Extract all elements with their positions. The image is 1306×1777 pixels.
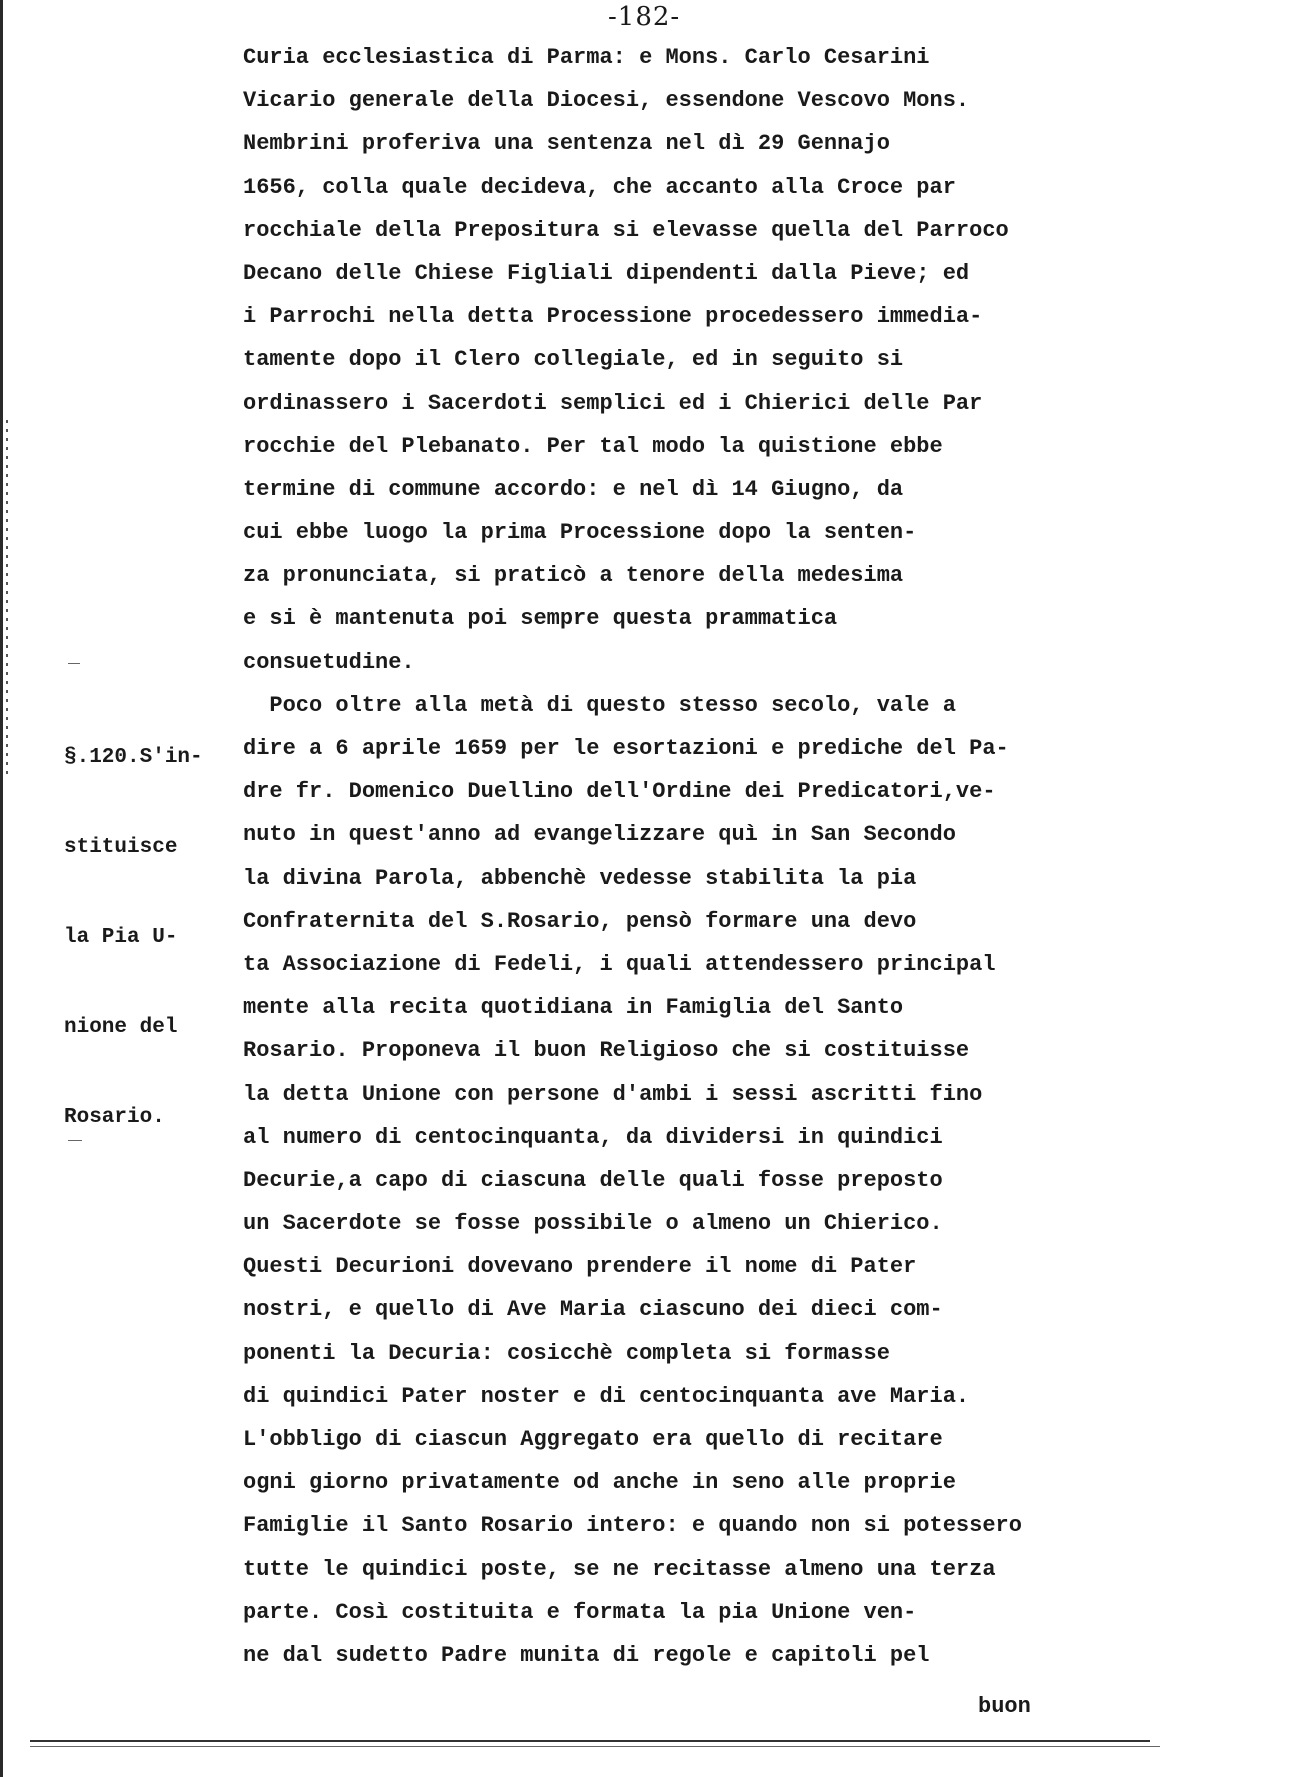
text-line: rocchiale della Prepositura si elevasse quella del Parroco (243, 217, 1009, 243)
text-line: consuetudine. (243, 649, 415, 675)
text-line: nostri, e quello di Ave Maria ciascuno dei dieci com- (243, 1297, 943, 1323)
text-line: L'obbligo di ciascun Aggregato era quello di recitare (243, 1427, 943, 1452)
text-line: ta Associazione di Fedeli, i quali attendessero principal (243, 951, 996, 977)
text-line: e si è mantenuta poi sempre questa prammatica (243, 606, 838, 632)
margin-note-line: la Pia U- (64, 926, 178, 949)
catchword: buon (978, 1694, 1031, 1719)
margin-note-line: Rosario. (64, 1106, 165, 1129)
text-line: Nembrini proferiva una sentenza nel dì 29 Gennajo (243, 131, 890, 157)
margin-note-line: stituisce (64, 836, 178, 859)
text-line: la divina Parola, abbenchè vedesse stabilita la pia (243, 865, 917, 891)
text-line: nuto in quest'anno ad evangelizzare quì in San Secondo (243, 822, 956, 848)
text-line: ordinassero i Sacerdoti semplici ed i Chierici delle Par (243, 390, 983, 416)
text-line: tamente dopo il Clero collegiale, ed in seguito si (243, 347, 904, 373)
text-line: Curia ecclesiastica di Parma: e Mons. Carlo Cesarini (243, 45, 930, 70)
text-line: Confraternita del S.Rosario, pensò formare una devo (243, 908, 917, 934)
margin-tick (68, 663, 80, 664)
text-line: Poco oltre alla metà di questo stesso secolo, vale a (243, 692, 956, 718)
text-line: 1656, colla quale decideva, che accanto alla Croce par (243, 174, 956, 200)
scan-left-border (0, 0, 3, 1777)
text-line: za pronunciata, si praticò a tenore della medesima (243, 563, 904, 589)
text-line: un Sacerdote se fosse possibile o almeno un Chierico. (243, 1211, 943, 1237)
text-line: cui ebbe luogo la prima Processione dopo la senten- (243, 520, 917, 546)
text-line: ponenti la Decuria: cosicchè completa si formasse (243, 1340, 890, 1366)
text-line: Vicario generale della Diocesi, essendone Vescovo Mons. (243, 88, 970, 114)
text-line: Famiglie il Santo Rosario intero: e quando non si potessero (243, 1513, 1022, 1539)
text-line: al numero di centocinquanta, da dividersi in quindici (243, 1124, 943, 1150)
text-line: mente alla recita quotidiana in Famiglia del Santo (243, 995, 904, 1021)
text-line: Questi Decurioni dovevano prendere il nome di Pater (243, 1254, 917, 1280)
text-line: la detta Unione con persone d'ambi i sessi ascritti fino (243, 1081, 983, 1107)
bottom-rule (30, 1740, 1150, 1742)
text-line: dire a 6 aprile 1659 per le esortazioni e prediche del Pa- (243, 736, 1009, 761)
bottom-rule (30, 1746, 1160, 1747)
body-text (243, 36, 1143, 1677)
margin-note (64, 683, 203, 1163)
text-line: dre fr. Domenico Duellino dell'Ordine dei Predicatori,ve- (243, 779, 996, 805)
scan-edge-marks (6, 420, 8, 780)
margin-note-line: nione del (64, 1016, 178, 1039)
text-line: rocchie del Plebanato. Per tal modo la quistione ebbe (243, 433, 943, 459)
text-line: di quindici Pater noster e di centocinquanta ave Maria. (243, 1383, 970, 1409)
text-line: Decano delle Chiese Figliali dipendenti dalla Pieve; ed (243, 260, 970, 286)
text-line: termine di commune accordo: e nel dì 14 Giugno, da (243, 476, 904, 502)
text-line: tutte le quindici poste, se ne recitasse almeno una terza (243, 1556, 996, 1582)
margin-note-line: §.120.S'in- (64, 746, 203, 769)
text-line: ogni giorno privatamente od anche in seno alle proprie (243, 1470, 956, 1496)
text-line: ne dal sudetto Padre munita di regole e capitoli pel (243, 1642, 930, 1668)
text-line: Rosario. Proponeva il buon Religioso che si costituisse (243, 1038, 970, 1064)
page-number: -182- (608, 2, 681, 32)
text-line: i Parrochi nella detta Processione procedessero immedia- (243, 304, 983, 330)
text-line: parte. Così costituita e formata la pia Unione ven- (243, 1599, 917, 1625)
text-line: Decurie,a capo di ciascuna delle quali fosse preposto (243, 1167, 943, 1193)
